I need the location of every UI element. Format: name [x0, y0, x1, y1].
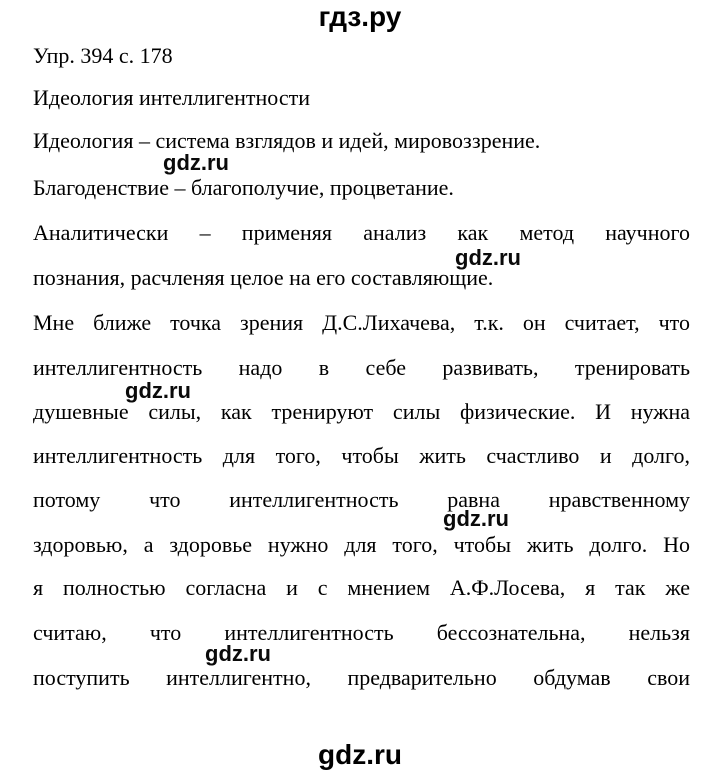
text-line: здоровью, а здоровье нужно для того, чтобы жить долго. Но	[33, 532, 690, 557]
site-logo-footer: gdz.ru	[318, 739, 402, 770]
text-line: познания, расчленяя целое на его составляющие.	[33, 265, 494, 290]
text-line: Идеология – система взглядов и идей, мировоззрение.	[33, 128, 541, 153]
text-line: я полностью согласна и с мнением А.Ф.Лосева, я так же	[33, 575, 690, 600]
text-line: Аналитически – применяя анализ как метод научного	[33, 220, 690, 245]
text-line: потому что интеллигентность равна нравственному	[33, 487, 690, 512]
exercise-reference: Упр. 394 с. 178	[33, 43, 173, 68]
text-line: Мне ближе точка зрения Д.С.Лихачева, т.к. он считает, что	[33, 310, 690, 335]
gdz-watermark: gdz.ru	[443, 506, 509, 531]
document-title: Идеология интеллигентности	[33, 85, 310, 110]
text-line: поступить интеллигентно, предварительно обдумав свои	[33, 665, 690, 690]
gdz-watermark: gdz.ru	[163, 150, 229, 175]
text-line: считаю, что интеллигентность бессознательна, нельзя	[33, 620, 690, 645]
site-logo-header: гдз.ру	[318, 1, 402, 32]
gdz-watermark: gdz.ru	[205, 641, 271, 666]
gdz-watermark: gdz.ru	[455, 245, 521, 270]
text-line: интеллигентность для того, чтобы жить счастливо и долго,	[33, 443, 690, 468]
text-line: душевные силы, как тренируют силы физические. И нужна	[33, 399, 690, 424]
text-line: интеллигентность надо в себе развивать, тренировать	[33, 355, 690, 380]
gdz-watermark: gdz.ru	[125, 378, 191, 403]
text-line: Благоденствие – благополучие, процветание.	[33, 175, 454, 200]
